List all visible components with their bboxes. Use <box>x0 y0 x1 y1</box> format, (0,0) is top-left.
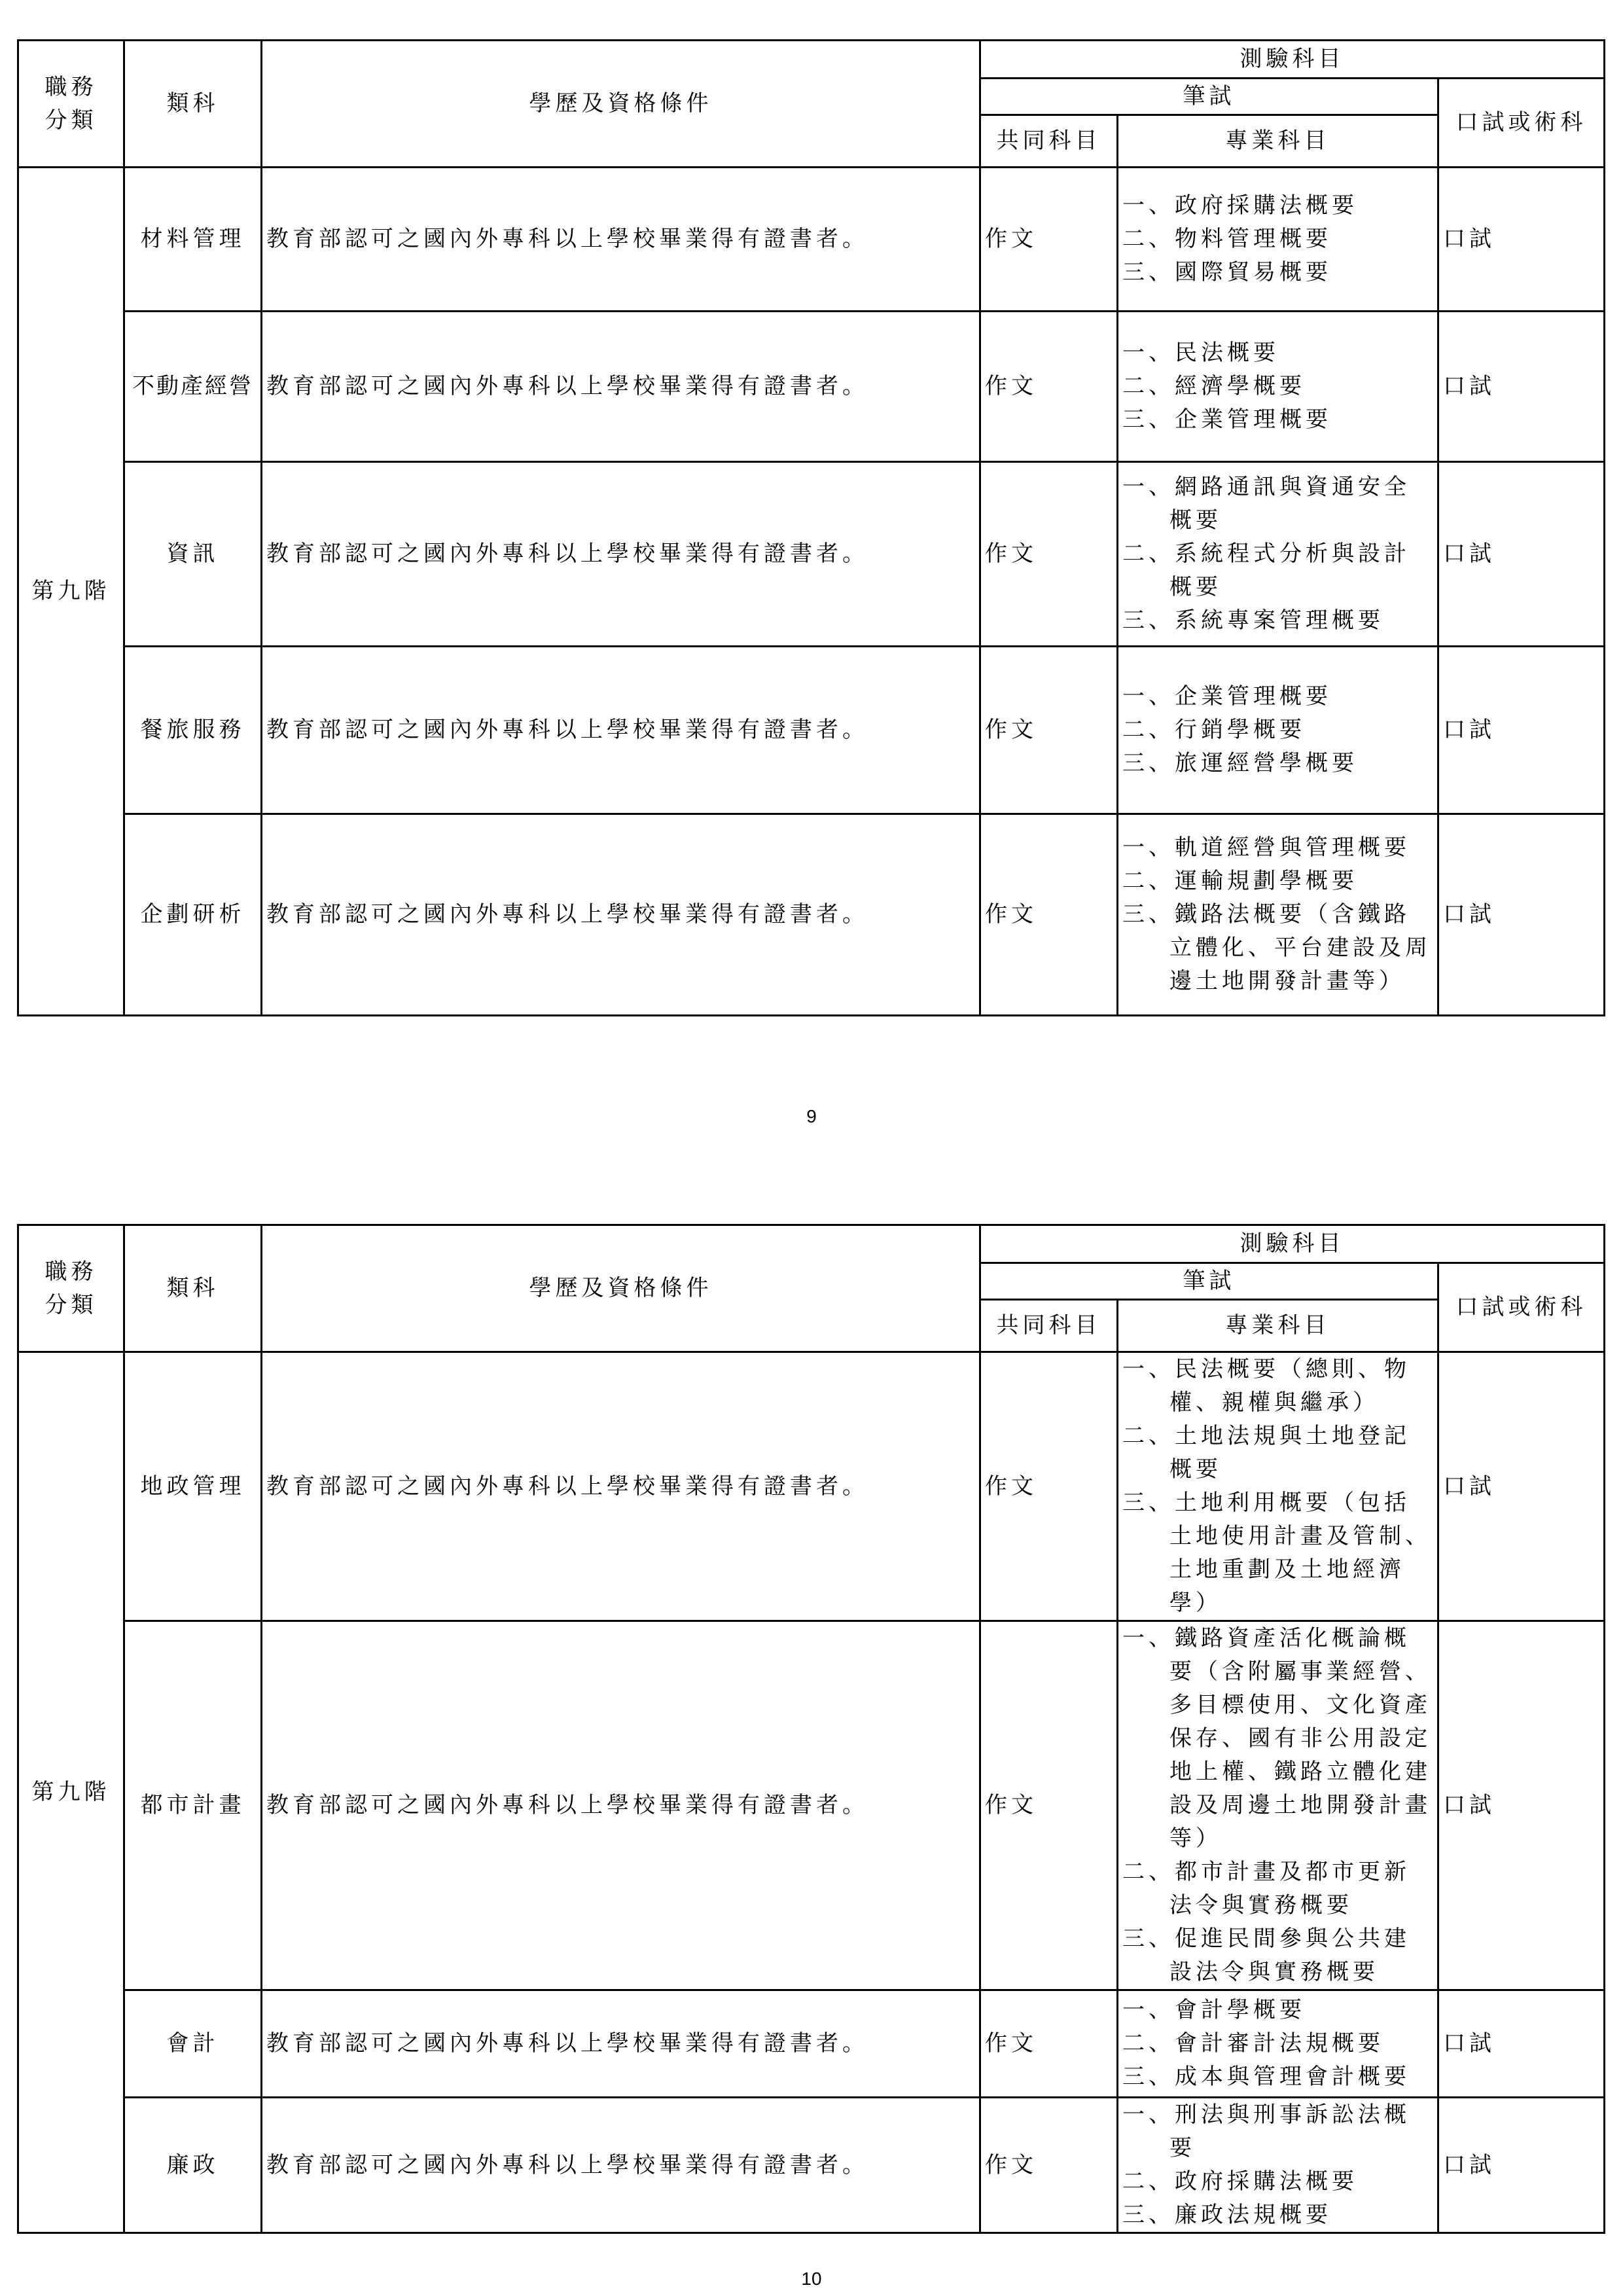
page-number: 10 <box>801 2269 822 2289</box>
common-subject-cell: 作文 <box>980 647 1118 814</box>
common-subject-cell: 作文 <box>980 312 1118 462</box>
common-subject-cell: 作文 <box>980 2098 1118 2233</box>
subject-item: 二、會計審計法規概要 <box>1122 2030 1384 2056</box>
oral-cell: 口試 <box>1438 168 1605 312</box>
common-subject-cell: 作文 <box>980 1990 1118 2098</box>
header-subject-field: 類科 <box>124 41 262 168</box>
qualification-cell: 教育部認可之國內外專科以上學校畢業得有證書者。 <box>262 168 980 312</box>
professional-subjects-cell <box>1118 647 1438 814</box>
oral-cell: 口試 <box>1438 1352 1605 1621</box>
header-exam-subjects: 測驗科目 <box>980 1225 1605 1263</box>
professional-subjects-cell <box>1118 168 1438 312</box>
subject-item: 三、土地利用概要（包括土地使用計畫及管制、土地重劃及土地經濟學） <box>1122 1490 1431 1616</box>
table-row <box>18 1990 1605 2098</box>
header-oral: 口試或術科 <box>1438 1263 1605 1352</box>
exam-table-page-10 <box>17 1224 1605 2234</box>
table-row <box>18 462 1605 647</box>
header-qualification: 學歷及資格條件 <box>262 1225 980 1352</box>
qualification-cell: 教育部認可之國內外專科以上學校畢業得有證書者。 <box>262 312 980 462</box>
table-row <box>18 647 1605 814</box>
professional-subjects-cell <box>1118 312 1438 462</box>
subject-item: 二、運輸規劃學概要 <box>1122 868 1358 894</box>
field-cell: 餐旅服務 <box>124 647 262 814</box>
common-subject-cell: 作文 <box>980 1352 1118 1621</box>
page-number: 9 <box>806 1106 817 1126</box>
oral-cell: 口試 <box>1438 647 1605 814</box>
qualification-cell: 教育部認可之國內外專科以上學校畢業得有證書者。 <box>262 462 980 647</box>
grade-cell: 第九階 <box>18 168 124 1016</box>
oral-cell: 口試 <box>1438 2098 1605 2233</box>
subject-item: 三、旅運經營學概要 <box>1122 750 1358 776</box>
oral-cell: 口試 <box>1438 814 1605 1016</box>
field-cell: 不動產經營 <box>124 312 262 462</box>
qualification-cell: 教育部認可之國內外專科以上學校畢業得有證書者。 <box>262 647 980 814</box>
oral-cell: 口試 <box>1438 1621 1605 1990</box>
field-cell: 材料管理 <box>124 168 262 312</box>
professional-subjects-cell <box>1118 2098 1438 2233</box>
header-category: 職務 分類 <box>18 1225 124 1352</box>
subject-item: 一、政府採購法概要 <box>1122 192 1358 219</box>
professional-subjects-cell <box>1118 814 1438 1016</box>
subject-item: 一、網路通訊與資通安全概要 <box>1122 474 1410 533</box>
subject-item: 一、民法概要 <box>1122 340 1279 366</box>
subject-item: 三、促進民間參與公共建設法令與實務概要 <box>1122 1926 1410 1985</box>
subject-item: 一、軌道經營與管理概要 <box>1122 834 1410 861</box>
field-cell: 會計 <box>124 1990 262 2098</box>
common-subject-cell: 作文 <box>980 168 1118 312</box>
qualification-cell: 教育部認可之國內外專科以上學校畢業得有證書者。 <box>262 1621 980 1990</box>
subject-item: 二、都市計畫及都市更新法令與實務概要 <box>1122 1859 1410 1918</box>
header-common: 共同科目 <box>980 115 1118 168</box>
header-written: 筆試 <box>980 1263 1438 1300</box>
subject-item: 三、鐵路法概要（含鐵路立體化、平台建設及周邊土地開發計畫等） <box>1122 901 1431 994</box>
table-row <box>18 168 1605 312</box>
subject-item: 一、鐵路資產活化概論概要（含附屬事業經營、多目標使用、文化資產保存、國有非公用設定地上權、鐵路立體化建設及周邊土地開發計畫等） <box>1122 1625 1431 1852</box>
header-professional: 專業科目 <box>1118 115 1438 168</box>
subject-item: 三、國際貿易概要 <box>1122 259 1332 285</box>
common-subject-cell: 作文 <box>980 814 1118 1016</box>
common-subject-cell: 作文 <box>980 1621 1118 1990</box>
common-subject-cell: 作文 <box>980 462 1118 647</box>
grade-cell: 第九階 <box>18 1352 124 2233</box>
table-row <box>18 1621 1605 1990</box>
table-row <box>18 312 1605 462</box>
oral-cell: 口試 <box>1438 312 1605 462</box>
qualification-cell: 教育部認可之國內外專科以上學校畢業得有證書者。 <box>262 2098 980 2233</box>
field-cell: 地政管理 <box>124 1352 262 1621</box>
field-cell: 資訊 <box>124 462 262 647</box>
table-row <box>18 814 1605 1016</box>
header-oral: 口試或術科 <box>1438 79 1605 168</box>
header-written: 筆試 <box>980 79 1438 115</box>
table-row <box>18 1352 1605 1621</box>
subject-item: 三、企業管理概要 <box>1122 406 1332 433</box>
header-exam-subjects: 測驗科目 <box>980 41 1605 79</box>
oral-cell: 口試 <box>1438 1990 1605 2098</box>
subject-item: 二、物料管理概要 <box>1122 226 1332 252</box>
subject-item: 三、成本與管理會計概要 <box>1122 2064 1410 2090</box>
qualification-cell: 教育部認可之國內外專科以上學校畢業得有證書者。 <box>262 1990 980 2098</box>
qualification-cell: 教育部認可之國內外專科以上學校畢業得有證書者。 <box>262 1352 980 1621</box>
header-common: 共同科目 <box>980 1300 1118 1352</box>
subject-item: 三、系統專案管理概要 <box>1122 607 1384 634</box>
professional-subjects-cell <box>1118 462 1438 647</box>
header-qualification: 學歷及資格條件 <box>262 41 980 168</box>
exam-table-page-9 <box>17 39 1605 1016</box>
subject-item: 一、會計學概要 <box>1122 1997 1306 2023</box>
field-cell: 企劃研析 <box>124 814 262 1016</box>
professional-subjects-cell <box>1118 1621 1438 1990</box>
header-category: 職務 分類 <box>18 41 124 168</box>
subject-item: 二、行銷學概要 <box>1122 717 1306 743</box>
oral-cell: 口試 <box>1438 462 1605 647</box>
subject-item: 一、民法概要（總則、物權、親權與繼承） <box>1122 1356 1410 1416</box>
subject-item: 一、企業管理概要 <box>1122 683 1332 709</box>
subject-item: 二、政府採購法概要 <box>1122 2168 1358 2195</box>
header-professional: 專業科目 <box>1118 1300 1438 1352</box>
table-row <box>18 2098 1605 2233</box>
professional-subjects-cell <box>1118 1990 1438 2098</box>
subject-item: 二、土地法規與土地登記概要 <box>1122 1423 1410 1482</box>
subject-item: 三、廉政法規概要 <box>1122 2202 1332 2228</box>
subject-item: 二、經濟學概要 <box>1122 373 1306 399</box>
qualification-cell: 教育部認可之國內外專科以上學校畢業得有證書者。 <box>262 814 980 1016</box>
subject-item: 一、刑法與刑事訴訟法概要 <box>1122 2102 1410 2161</box>
header-subject-field: 類科 <box>124 1225 262 1352</box>
professional-subjects-cell <box>1118 1352 1438 1621</box>
subject-item: 二、系統程式分析與設計概要 <box>1122 541 1410 600</box>
field-cell: 都市計畫 <box>124 1621 262 1990</box>
field-cell: 廉政 <box>124 2098 262 2233</box>
